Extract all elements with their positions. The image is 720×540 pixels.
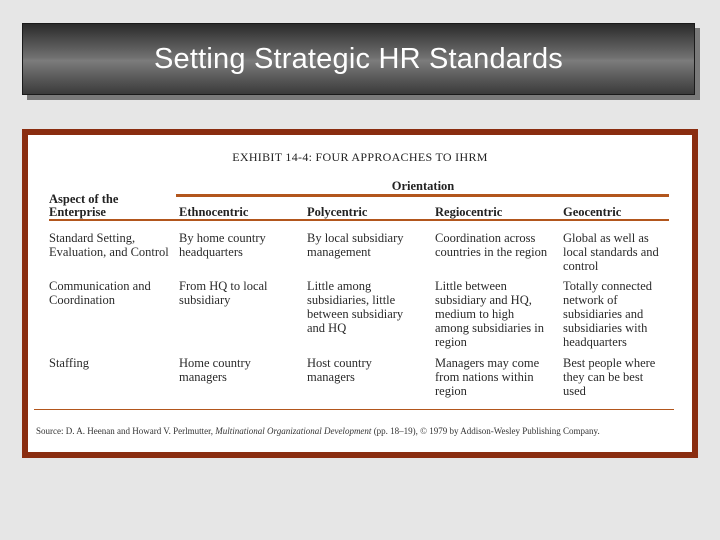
table-cell-geocentric: Totally connected network of subsidiaries and subsidiaries with headquarters xyxy=(563,279,653,349)
column-header-aspect: Aspect of the Enterprise xyxy=(49,192,119,219)
table-cell-regiocentric: Coordination across countries in the region xyxy=(435,231,548,259)
table-cell-geocentric: Global as well as local standards and control xyxy=(563,231,659,273)
table-cell-polycentric: Host country managers xyxy=(307,356,372,384)
orientation-rule xyxy=(176,194,669,197)
source-suffix: (pp. 18–19), © 1979 by Addison-Wesley Publishing Company. xyxy=(371,426,600,436)
table-cell-geocentric: Best people where they can be best used xyxy=(563,356,656,398)
orientation-group-header: Orientation xyxy=(391,179,455,193)
table-cell-polycentric: By local subsidiary management xyxy=(307,231,404,259)
table-cell-ethnocentric: From HQ to local subsidiary xyxy=(179,279,268,307)
footer-rule xyxy=(34,409,674,410)
column-header-geocentric: Geocentric xyxy=(563,205,622,219)
table-cell-ethnocentric: By home country headquarters xyxy=(179,231,266,259)
table-cell-regiocentric: Little between subsidiary and HQ, medium to high among subsidiaries in region xyxy=(435,279,545,349)
slide-title-bar xyxy=(22,23,695,95)
table-cell-aspect: Staffing xyxy=(49,356,90,370)
header-rule xyxy=(49,219,669,221)
table-cell-aspect: Communication and Coordination xyxy=(49,279,151,307)
table-cell-aspect: Standard Setting, Evaluation, and Control xyxy=(49,231,169,259)
column-header-regiocentric: Regiocentric xyxy=(435,205,503,219)
exhibit-frame xyxy=(22,129,698,458)
table-cell-regiocentric: Managers may come from nations within region xyxy=(435,356,540,398)
table-cell-ethnocentric: Home country managers xyxy=(179,356,251,384)
table-cell-polycentric: Little among subsidiaries, little between subsidiary and HQ xyxy=(307,279,404,335)
source-work-title: Multinational Organizational Development xyxy=(215,426,372,436)
column-header-ethnocentric: Ethnocentric xyxy=(179,205,249,219)
source-prefix: Source: D. A. Heenan and Howard V. Perlmutter, xyxy=(36,426,216,436)
exhibit-caption: EXHIBIT 14-4: FOUR APPROACHES TO IHRM xyxy=(232,150,488,164)
source-citation xyxy=(36,426,686,436)
column-header-polycentric: Polycentric xyxy=(307,205,368,219)
slide-title: Setting Strategic HR Standards xyxy=(154,42,563,75)
